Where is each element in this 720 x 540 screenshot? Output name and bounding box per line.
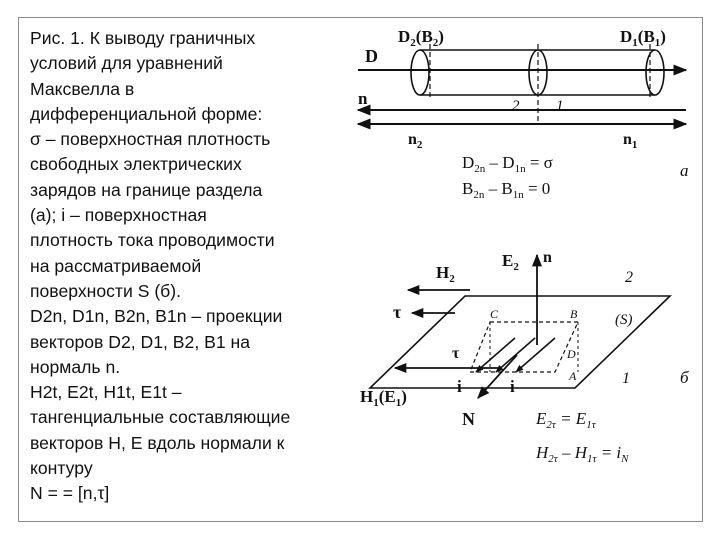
caption-line: тангенциальные составляющие <box>30 407 291 428</box>
caption-line: дифференциальной форме: <box>30 103 263 124</box>
label-region-1: 1 <box>556 98 564 114</box>
equation-b-normal: $B_{2n} - B_{1n} = 0$ <box>462 179 551 201</box>
caption-line: (а); i – поверхностная <box>30 205 207 226</box>
label-d-point: D <box>567 347 576 361</box>
label-d1b1: $D_1(B_1)$ <box>620 27 666 49</box>
label-h1e1: $H_1(E_1)$ <box>360 387 407 409</box>
caption-line: нормаль n. <box>30 356 121 377</box>
label-e2: $E_2$ <box>502 251 519 273</box>
figure-caption <box>30 26 350 507</box>
caption-line: векторов D2, D1, B2, B1 на <box>30 331 251 352</box>
caption-line: поверхности S (б). <box>30 280 182 301</box>
label-tau: τ <box>393 302 402 322</box>
equation-e-tangential: $E_{2\tau} = E_{1\tau}$ <box>536 409 596 431</box>
label-d2b2: $D_2(B_2)$ <box>398 27 444 49</box>
caption-line: H2t, E2t, H1t, E1t – <box>30 382 182 403</box>
caption-line: на рассматриваемой <box>30 255 202 276</box>
cylinder-end-left <box>411 50 429 95</box>
caption-line: N = = [n,τ] <box>30 483 110 504</box>
label-c: C <box>490 307 499 321</box>
label-region-1-b: 1 <box>622 370 630 387</box>
caption-line: плотность тока проводимости <box>30 230 275 251</box>
caption-line: σ – поверхностная плотность <box>30 129 271 150</box>
current-arrow-2 <box>496 338 535 372</box>
cylinder-end-right <box>646 50 664 95</box>
panel-b <box>360 249 689 465</box>
label-region-2: 2 <box>512 98 520 114</box>
panel-label-a: а <box>680 161 689 180</box>
label-n: n <box>358 89 368 108</box>
label-n-axis: n <box>543 249 552 266</box>
caption-line: векторов H, E вдоль нормали к <box>30 432 285 453</box>
label-b: B <box>570 307 578 321</box>
maxwell-boundary-figure <box>350 20 700 520</box>
caption-line: Рис. 1. К выводу граничных <box>30 28 256 48</box>
caption-line: Максвелла в <box>30 78 135 99</box>
label-n-vector: N <box>462 409 475 429</box>
label-n1: $n_1$ <box>623 131 638 151</box>
label-tau-small: τ <box>452 345 460 362</box>
caption-line: контуру <box>30 458 93 479</box>
caption-line: свободных электрических <box>30 154 242 175</box>
label-current-i1: i <box>457 377 462 396</box>
caption-line: зарядов на границе раздела <box>30 179 263 200</box>
label-a-point: A <box>569 369 577 383</box>
equation-d-normal: $D_{2n} - D_{1n} = \sigma$ <box>462 153 553 175</box>
panel-a <box>358 27 689 201</box>
caption-line: условий для уравнений <box>30 53 223 74</box>
label-n2: $n_2$ <box>408 131 423 151</box>
current-arrow-3 <box>516 338 555 372</box>
caption-line: D2n, D1n, B2n, B1n – проекции <box>30 306 283 327</box>
panel-label-b: б <box>680 368 689 387</box>
label-h2: $H_2$ <box>436 263 455 285</box>
label-region-2-b: 2 <box>625 269 633 286</box>
label-d: D <box>365 46 378 66</box>
label-current-i2: i <box>510 377 515 396</box>
equation-h-tangential: $H_{2\tau} - H_{1\tau} = i_N$ <box>536 443 629 465</box>
label-surface-s: (S) <box>615 312 633 328</box>
